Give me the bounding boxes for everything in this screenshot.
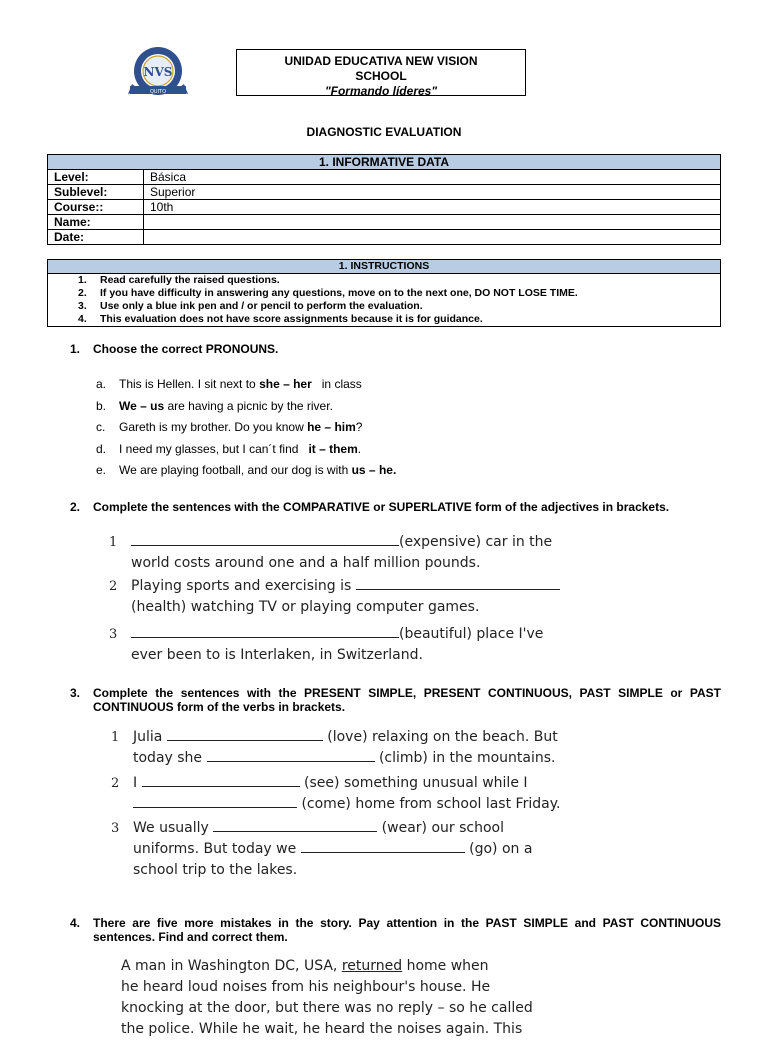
answer-blank[interactable] <box>142 775 300 787</box>
informative-data-heading: 1. INFORMATIVE DATA <box>48 155 721 170</box>
name-field[interactable] <box>144 215 721 230</box>
school-name-line2: SCHOOL <box>355 69 407 83</box>
list-item: 2. If you have difficulty in answering any questions, move on to the next one, DO NOT LOSE TIME. <box>78 287 578 299</box>
table-row <box>48 170 721 185</box>
option-d: d. I need my glasses, but I can´t find it – them. <box>96 442 362 456</box>
course-label: Course:: <box>48 200 144 215</box>
pronoun-choice[interactable]: We – us <box>119 399 165 413</box>
answer-blank[interactable] <box>167 729 323 741</box>
pronoun-choice[interactable]: it – them <box>308 442 358 456</box>
exercise-2-item-3: 3 (beautiful) place I've ever been to is Interlaken, in Switzerland. <box>109 626 544 663</box>
exercise-3-item-2: 2 I (see) something unusual while I (come) home from school last Friday. <box>111 775 561 812</box>
answer-blank[interactable] <box>131 626 399 638</box>
instructions-heading: 1. INSTRUCTIONS <box>48 260 720 274</box>
name-label: Name: <box>48 215 144 230</box>
list-item: 1. Read carefully the raised questions. <box>78 274 280 286</box>
informative-data-table <box>47 154 721 245</box>
table-row <box>48 185 721 200</box>
course-value[interactable]: 10th <box>144 200 721 215</box>
date-field[interactable] <box>144 230 721 245</box>
answer-blank[interactable] <box>356 578 560 590</box>
answer-blank[interactable] <box>213 820 377 832</box>
example-correction: returned <box>341 958 403 974</box>
table-row <box>48 200 721 215</box>
option-c: c. Gareth is my brother. Do you know he – him? <box>96 420 363 434</box>
question-1: 1. Choose the correct PRONOUNS. <box>70 342 279 356</box>
pronoun-choice[interactable]: us – he <box>351 463 393 477</box>
option-b: b. We – us are having a picnic by the river. <box>96 399 333 413</box>
instructions-box <box>47 259 721 327</box>
list-item: 3. Use only a blue ink pen and / or pencil to perform the evaluation. <box>78 300 423 312</box>
level-label: Level: <box>48 170 144 185</box>
table-row <box>48 215 721 230</box>
exercise-2-item-1: 1 (expensive) car in the world costs around one and a half million pounds. <box>109 534 553 571</box>
sublevel-value[interactable]: Superior <box>144 185 721 200</box>
story-text: A man in Washington DC, USA, returned home when he heard loud noises from his neighbour's house. He knocking at the door, but there was no reply – so he called the police. While he wait, he heard the noises again. This <box>121 958 533 1037</box>
school-name-box <box>236 49 526 96</box>
question-4: 4. There are five more mistakes in the story. Pay attention in the PAST SIMPLE and PAST CONTINUOUS sentences. Find and correct them. <box>70 916 721 944</box>
table-row <box>48 230 721 245</box>
sublevel-label: Sublevel: <box>48 185 144 200</box>
logo-bottom-text: QUITO <box>149 89 167 95</box>
school-motto: "Formando líderes" <box>324 84 438 98</box>
pronoun-choice[interactable]: he – him <box>307 420 356 434</box>
answer-blank[interactable] <box>301 841 465 853</box>
option-a: a. This is Hellen. I sit next to she – her in class <box>96 377 362 391</box>
list-item: 4. This evaluation does not have score assignments because it is for guidance. <box>78 313 483 325</box>
exercise-3-item-1: 1 Julia (love) relaxing on the beach. But today she (climb) in the mountains. <box>111 729 558 766</box>
school-logo <box>126 44 190 98</box>
logo-initials: NVS <box>143 65 173 79</box>
option-e: e. We are playing football, and our dog is with us – he. <box>96 463 397 477</box>
page-title: DIAGNOSTIC EVALUATION <box>306 125 462 139</box>
level-value[interactable]: Básica <box>144 170 721 185</box>
answer-blank[interactable] <box>207 750 375 762</box>
date-label: Date: <box>48 230 144 245</box>
exercise-2-item-2: 2 Playing sports and exercising is (health) watching TV or playing computer games. <box>131 576 560 618</box>
answer-blank[interactable] <box>133 796 297 808</box>
question-3: 3. Complete the sentences with the PRESENT SIMPLE, PRESENT CONTINUOUS, PAST SIMPLE or PAST CONTINUOUS form of the verbs in brackets. <box>70 686 721 714</box>
school-name-line1: UNIDAD EDUCATIVA NEW VISION <box>284 54 478 68</box>
exercise-3-item-3: 3 We usually (wear) our school uniforms. But today we (go) on a school trip to the lakes. <box>111 820 533 878</box>
answer-blank[interactable] <box>131 534 399 546</box>
question-2: 2. Complete the sentences with the COMPARATIVE or SUPERLATIVE form of the adjectives in brackets. <box>70 500 670 514</box>
pronoun-choice[interactable]: she – her <box>259 377 312 391</box>
